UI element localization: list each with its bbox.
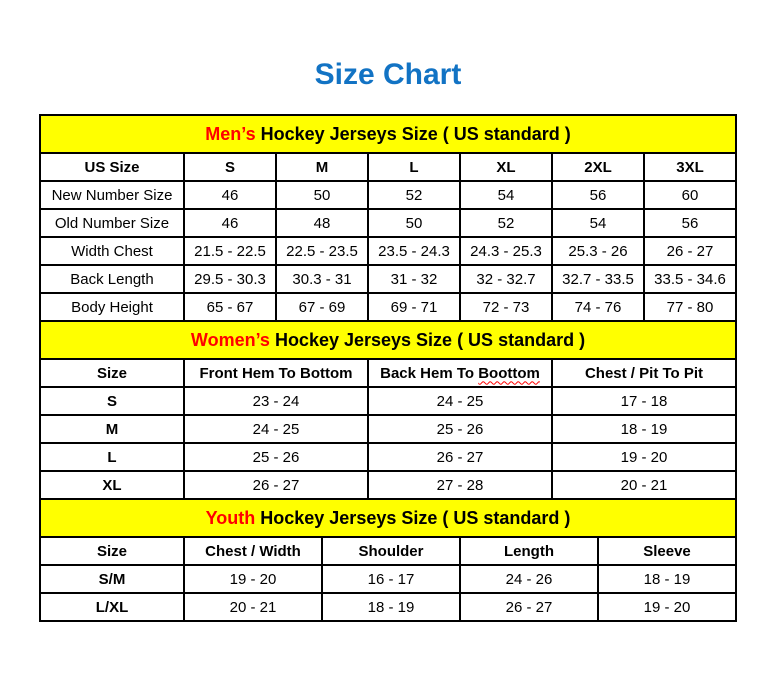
col-header-cell bbox=[368, 359, 552, 387]
table-row bbox=[40, 293, 736, 321]
youth-size-table bbox=[39, 498, 737, 622]
col-header-cell: 3XL bbox=[644, 153, 736, 181]
value-cell: 74 - 76 bbox=[552, 293, 644, 321]
col-header-cell: Chest / Pit To Pit bbox=[552, 359, 736, 387]
value-cell: 52 bbox=[368, 181, 460, 209]
mens-band-row bbox=[40, 115, 736, 153]
womens-header-row bbox=[40, 359, 736, 387]
value-cell: 60 bbox=[644, 181, 736, 209]
value-cell: 27 - 28 bbox=[368, 471, 552, 499]
col-header-cell: Front Hem To Bottom bbox=[184, 359, 368, 387]
value-cell: 69 - 71 bbox=[368, 293, 460, 321]
table-row bbox=[40, 443, 736, 471]
row-label-cell: New Number Size bbox=[40, 181, 184, 209]
row-label-cell: XL bbox=[40, 471, 184, 499]
col-header-cell: US Size bbox=[40, 153, 184, 181]
row-label-cell: Old Number Size bbox=[40, 209, 184, 237]
table-row bbox=[40, 181, 736, 209]
table-row bbox=[40, 565, 736, 593]
col-header-cell: Shoulder bbox=[322, 537, 460, 565]
value-cell: 18 - 19 bbox=[598, 565, 736, 593]
row-label-cell: Width Chest bbox=[40, 237, 184, 265]
value-cell: 24.3 - 25.3 bbox=[460, 237, 552, 265]
col-header-cell: 2XL bbox=[552, 153, 644, 181]
value-cell: 30.3 - 31 bbox=[276, 265, 368, 293]
row-label-cell: Body Height bbox=[40, 293, 184, 321]
row-label-cell: Back Length bbox=[40, 265, 184, 293]
mens-header-row bbox=[40, 153, 736, 181]
value-cell: 20 - 21 bbox=[552, 471, 736, 499]
value-cell: 26 - 27 bbox=[460, 593, 598, 621]
value-cell: 54 bbox=[552, 209, 644, 237]
table-row bbox=[40, 415, 736, 443]
youth-band bbox=[40, 499, 736, 537]
col-header-cell: L bbox=[368, 153, 460, 181]
col-header-cell: Size bbox=[40, 537, 184, 565]
womens-band-rest: Hockey Jerseys Size ( US standard ) bbox=[269, 329, 586, 350]
value-cell: 24 - 25 bbox=[184, 415, 368, 443]
mens-band-rest: Hockey Jerseys Size ( US standard ) bbox=[255, 123, 571, 144]
value-cell: 50 bbox=[368, 209, 460, 237]
value-cell: 56 bbox=[644, 209, 736, 237]
row-label-cell: S bbox=[40, 387, 184, 415]
value-cell: 17 - 18 bbox=[552, 387, 736, 415]
value-cell: 23 - 24 bbox=[184, 387, 368, 415]
value-cell: 50 bbox=[276, 181, 368, 209]
value-cell: 19 - 20 bbox=[598, 593, 736, 621]
value-cell: 32 - 32.7 bbox=[460, 265, 552, 293]
col-header-cell: Size bbox=[40, 359, 184, 387]
value-cell: 23.5 - 24.3 bbox=[368, 237, 460, 265]
value-cell: 26 - 27 bbox=[368, 443, 552, 471]
misspelled-word: Boottom bbox=[478, 364, 540, 382]
table-row bbox=[40, 237, 736, 265]
youth-band-highlight: Youth bbox=[205, 507, 256, 528]
value-cell: 24 - 26 bbox=[460, 565, 598, 593]
value-cell: 24 - 25 bbox=[368, 387, 552, 415]
col-header-cell: Length bbox=[460, 537, 598, 565]
value-cell: 25 - 26 bbox=[184, 443, 368, 471]
value-cell: 18 - 19 bbox=[552, 415, 736, 443]
womens-band-row bbox=[40, 321, 736, 359]
page-title: Size Chart bbox=[314, 58, 462, 91]
value-cell: 67 - 69 bbox=[276, 293, 368, 321]
value-cell: 19 - 20 bbox=[552, 443, 736, 471]
value-cell: 22.5 - 23.5 bbox=[276, 237, 368, 265]
col-header-cell: XL bbox=[460, 153, 552, 181]
mens-band bbox=[40, 115, 736, 153]
table-row bbox=[40, 265, 736, 293]
row-label-cell: L bbox=[40, 443, 184, 471]
row-label-cell: S/M bbox=[40, 565, 184, 593]
value-cell: 25.3 - 26 bbox=[552, 237, 644, 265]
value-cell: 33.5 - 34.6 bbox=[644, 265, 736, 293]
womens-band bbox=[40, 321, 736, 359]
womens-size-table bbox=[39, 320, 737, 500]
value-cell: 48 bbox=[276, 209, 368, 237]
value-cell: 56 bbox=[552, 181, 644, 209]
value-cell: 21.5 - 22.5 bbox=[184, 237, 276, 265]
col-header-cell: M bbox=[276, 153, 368, 181]
youth-band-row bbox=[40, 499, 736, 537]
value-cell: 20 - 21 bbox=[184, 593, 322, 621]
value-cell: 26 - 27 bbox=[184, 471, 368, 499]
header-text: Back Hem To bbox=[380, 364, 479, 382]
mens-band-highlight: Men’s bbox=[205, 123, 256, 144]
value-cell: 54 bbox=[460, 181, 552, 209]
row-label-cell: L/XL bbox=[40, 593, 184, 621]
col-header-cell: Sleeve bbox=[598, 537, 736, 565]
col-header-cell: Chest / Width bbox=[184, 537, 322, 565]
value-cell: 65 - 67 bbox=[184, 293, 276, 321]
value-cell: 52 bbox=[460, 209, 552, 237]
col-header-cell: S bbox=[184, 153, 276, 181]
value-cell: 46 bbox=[184, 181, 276, 209]
row-label-cell: M bbox=[40, 415, 184, 443]
table-row bbox=[40, 471, 736, 499]
value-cell: 72 - 73 bbox=[460, 293, 552, 321]
value-cell: 18 - 19 bbox=[322, 593, 460, 621]
value-cell: 25 - 26 bbox=[368, 415, 552, 443]
youth-band-rest: Hockey Jerseys Size ( US standard ) bbox=[255, 507, 571, 528]
value-cell: 46 bbox=[184, 209, 276, 237]
value-cell: 26 - 27 bbox=[644, 237, 736, 265]
table-row bbox=[40, 387, 736, 415]
youth-header-row bbox=[40, 537, 736, 565]
table-row bbox=[40, 593, 736, 621]
table-row bbox=[40, 209, 736, 237]
value-cell: 29.5 - 30.3 bbox=[184, 265, 276, 293]
mens-size-table bbox=[39, 114, 737, 322]
value-cell: 19 - 20 bbox=[184, 565, 322, 593]
value-cell: 31 - 32 bbox=[368, 265, 460, 293]
value-cell: 16 - 17 bbox=[322, 565, 460, 593]
size-chart-tables bbox=[39, 114, 737, 622]
value-cell: 77 - 80 bbox=[644, 293, 736, 321]
womens-band-highlight: Women’s bbox=[190, 329, 270, 350]
value-cell: 32.7 - 33.5 bbox=[552, 265, 644, 293]
